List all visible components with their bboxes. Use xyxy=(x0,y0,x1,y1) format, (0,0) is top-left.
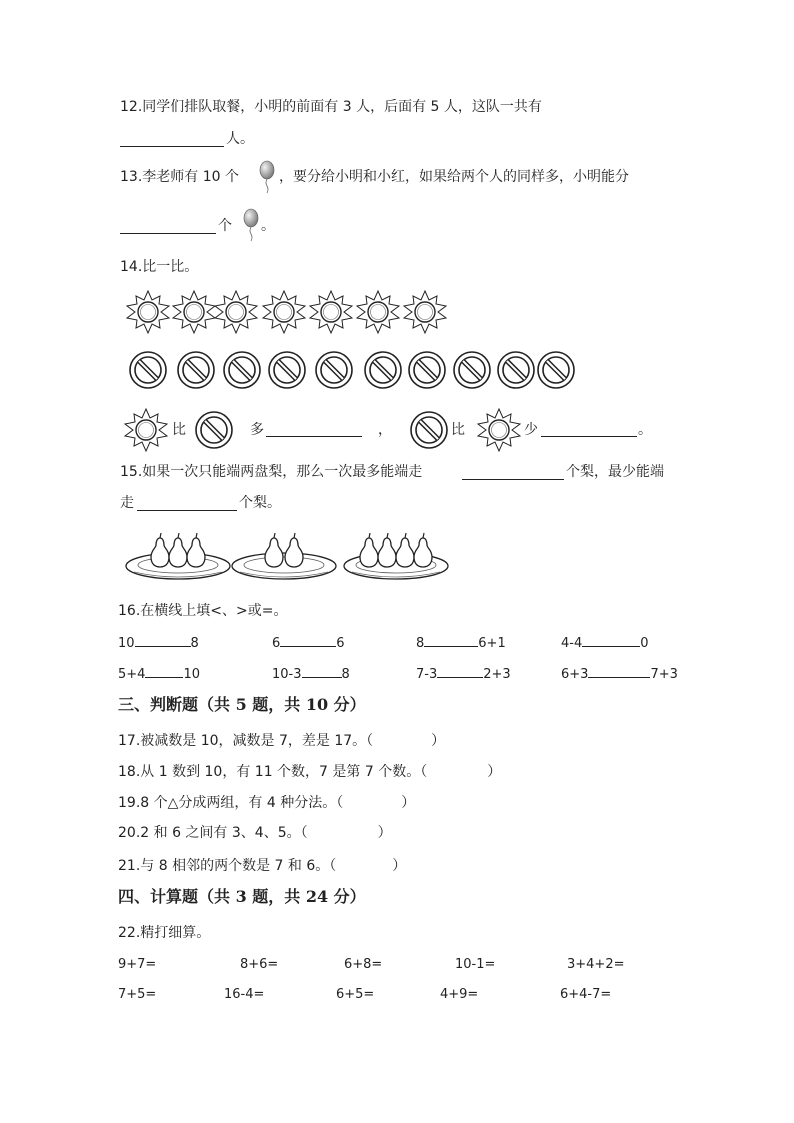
q13-text-b: ，要分给小明和小红，如果给两个人的同样多，小明能分 xyxy=(279,169,629,185)
section-heading-calculation: 四、计算题（共 3 题，共 24 分） xyxy=(118,887,366,906)
compare-blank[interactable] xyxy=(437,665,483,678)
sun-icon xyxy=(123,408,169,452)
q15-answer-blank-1[interactable] xyxy=(462,479,564,480)
compare-blank[interactable] xyxy=(582,634,640,647)
sun-icon xyxy=(357,291,399,333)
q14-end: 。 xyxy=(638,422,652,438)
q16-item: 6 6 xyxy=(272,636,345,651)
judge-item: 18.从 1 数到 10，有 11 个数，7 是第 7 个数。（ ） xyxy=(118,764,502,780)
sun-row xyxy=(122,290,452,334)
q14-compare-word-2: 多 xyxy=(250,422,264,438)
q16-item: 10 8 xyxy=(118,636,199,651)
q13-unit: 个 xyxy=(218,218,232,234)
no-sign-icon xyxy=(454,352,490,388)
no-sign-row xyxy=(126,350,578,390)
compare-blank[interactable] xyxy=(302,665,342,678)
no-sign-icon xyxy=(224,352,260,388)
q14-compare-word-1: 比 xyxy=(172,422,186,438)
judge-item: 19.8 个△分成两组，有 4 种分法。（ ） xyxy=(118,795,416,811)
q16-item: 10-3 8 xyxy=(272,667,350,682)
compare-blank[interactable] xyxy=(588,665,650,678)
q13-end: 。 xyxy=(261,218,275,234)
q22-title: 22.精打细算。 xyxy=(118,925,211,941)
judge-item: 21.与 8 相邻的两个数是 7 和 6。（ ） xyxy=(118,858,407,874)
compare-blank[interactable] xyxy=(145,665,183,678)
section-heading-judgement: 三、判断题（共 5 题，共 10 分） xyxy=(118,695,366,714)
q15-text-b: 个梨，最少能端 xyxy=(566,464,664,480)
q16-item: 7-3 2+3 xyxy=(416,667,511,682)
q14-compare-word-3: 比 xyxy=(451,422,465,438)
q16-title: 16.在横线上填<、>或=。 xyxy=(118,603,288,619)
balloon-icon xyxy=(242,208,260,242)
sun-icon xyxy=(476,408,522,452)
q12-suffix: 人。 xyxy=(226,131,254,147)
no-sign-icon xyxy=(498,352,534,388)
q12-answer-blank[interactable] xyxy=(120,146,224,147)
q14-answer-blank-1[interactable] xyxy=(266,436,362,437)
pear-plate-icon xyxy=(344,533,448,579)
no-sign-icon xyxy=(409,352,445,388)
calc-item: 6+4-7= xyxy=(560,987,612,1002)
compare-blank[interactable] xyxy=(424,634,478,647)
q16-item: 8 6+1 xyxy=(416,636,506,651)
pear-plate-icon xyxy=(126,533,230,579)
pear-plates-illustration xyxy=(124,526,454,588)
no-sign-icon xyxy=(538,352,574,388)
compare-blank[interactable] xyxy=(280,634,336,647)
sun-icon xyxy=(404,291,446,333)
sun-icon xyxy=(215,291,257,333)
no-sign-icon xyxy=(178,352,214,388)
q14-answer-blank-2[interactable] xyxy=(541,436,637,437)
sun-icon xyxy=(173,291,215,333)
no-sign-icon xyxy=(316,352,352,388)
calc-item: 3+4+2= xyxy=(567,957,625,972)
calc-item: 10-1= xyxy=(455,957,496,972)
q13-text-a: 13.李老师有 10 个 xyxy=(120,169,239,185)
calc-item: 7+5= xyxy=(118,987,157,1002)
calc-item: 16-4= xyxy=(224,987,265,1002)
q13-answer-blank[interactable] xyxy=(120,233,216,234)
calc-item: 6+5= xyxy=(336,987,375,1002)
compare-blank[interactable] xyxy=(135,634,191,647)
no-sign-icon xyxy=(409,410,449,450)
q16-item: 5+4 10 xyxy=(118,667,200,682)
q15-text-c: 走 xyxy=(120,495,134,511)
calc-item: 8+6= xyxy=(240,957,279,972)
no-sign-icon xyxy=(194,410,234,450)
sun-icon xyxy=(310,291,352,333)
calc-item: 9+7= xyxy=(118,957,157,972)
pear-plate-icon xyxy=(232,533,336,579)
sun-icon xyxy=(263,291,305,333)
no-sign-icon xyxy=(269,352,305,388)
q16-item: 4-4 0 xyxy=(561,636,649,651)
q15-text-a: 15.如果一次只能端两盘梨，那么一次最多能端走 xyxy=(120,464,423,480)
q14-title: 14.比一比。 xyxy=(120,259,199,275)
q12-text: 12.同学们排队取餐，小明的前面有 3 人，后面有 5 人，这队一共有 xyxy=(120,99,542,115)
no-sign-icon xyxy=(130,352,166,388)
no-sign-icon xyxy=(365,352,401,388)
judge-item: 20.2 和 6 之间有 3、4、5。（ ） xyxy=(118,825,392,841)
q16-item: 6+3 7+3 xyxy=(561,667,678,682)
sun-icon xyxy=(127,291,169,333)
q15-answer-blank-2[interactable] xyxy=(137,510,237,511)
judge-item: 17.被减数是 10，减数是 7，差是 17。（ ） xyxy=(118,733,446,749)
calc-item: 4+9= xyxy=(440,987,479,1002)
q15-text-d: 个梨。 xyxy=(239,495,281,511)
q14-compare-word-4: 少 xyxy=(524,422,538,438)
calc-item: 6+8= xyxy=(344,957,383,972)
q14-comma: ， xyxy=(378,422,392,438)
balloon-icon xyxy=(258,160,276,194)
